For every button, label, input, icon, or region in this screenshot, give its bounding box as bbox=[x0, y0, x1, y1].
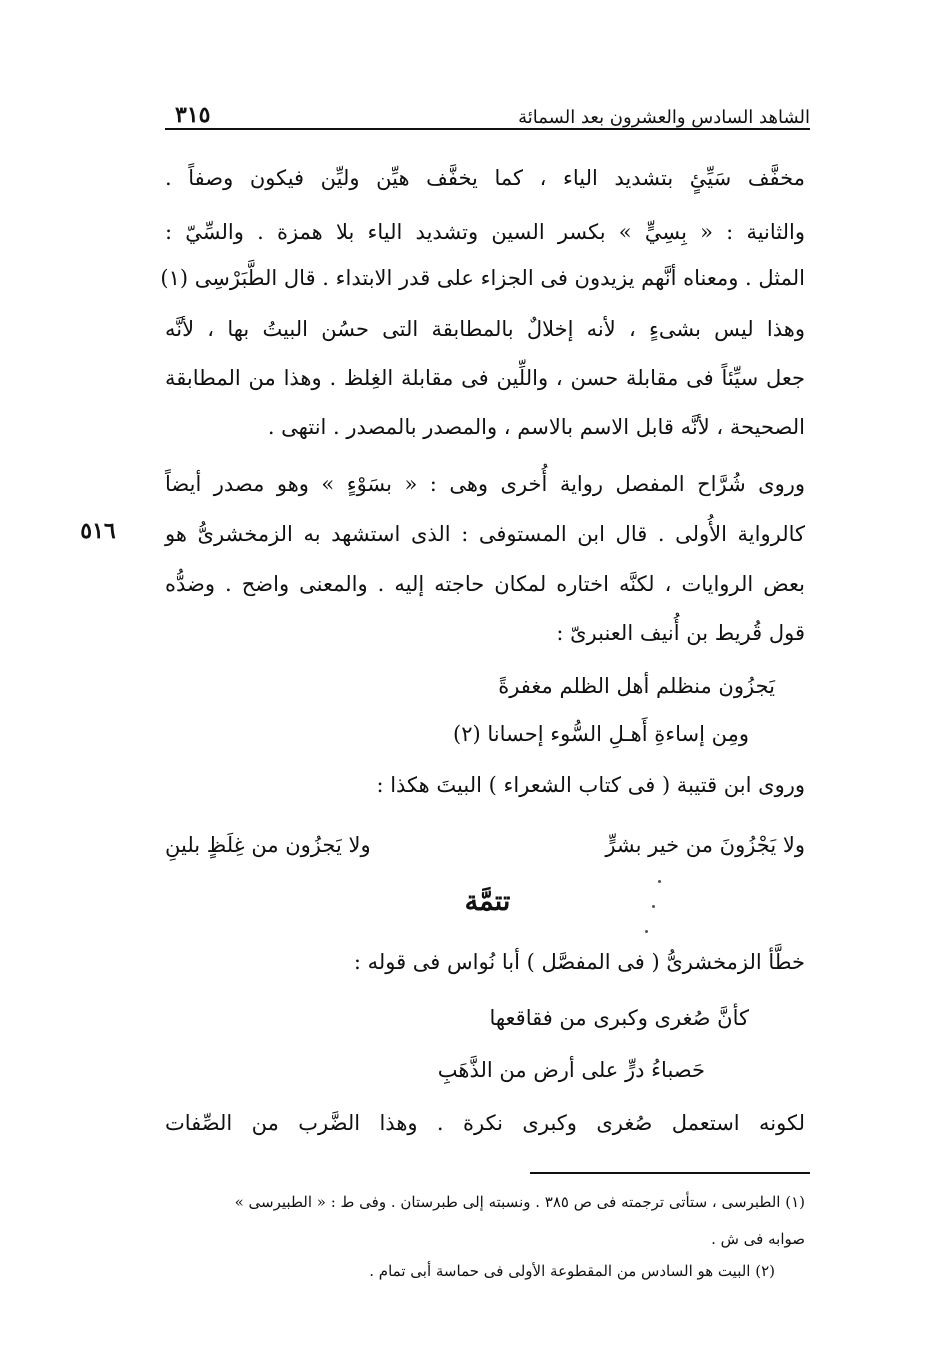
body-line: والثانية : « بِسِيٍّ » بكسر السين وتشديد الياء بلا همزة . والسِّيّ : bbox=[165, 220, 805, 244]
margin-number: ٥١٦ bbox=[80, 518, 116, 544]
body-line: المثل . ومعناه أنَّهم يزيدون فى الجزاء على قدر الابتداء . قال الطَّبَرْسِى (١) bbox=[160, 266, 805, 290]
footnote-2: (٢) البيت هو السادس من المقطوعة الأولى فى حماسة أبى تمام . bbox=[369, 1262, 775, 1280]
header-rule bbox=[165, 128, 810, 130]
running-title: الشاهد السادس والعشرون بعد السمائة bbox=[518, 107, 810, 128]
verse-2-second-hemistich: ولا يَجزُون من غِلَظٍ بلينِ bbox=[165, 833, 371, 857]
footnote-1-continued: صوابه فى ش . bbox=[711, 1230, 805, 1248]
footnote-rule bbox=[530, 1172, 810, 1174]
scan-speck bbox=[658, 880, 661, 883]
body-line: مخفَّف سَيِّئٍ بتشديد الياء ، كما يخفَّف هيِّن وليِّن فيكون وصفاً . bbox=[165, 166, 805, 190]
body-line: وروى شُرَّاح المفصل رواية أُخرى وهى : « بسَوْءٍ » وهو مصدر أيضاً bbox=[165, 472, 805, 496]
body-line: بعض الروايات ، لكنَّه اختاره لمكان حاجته إليه . والمعنى واضح . وضدُّه bbox=[165, 572, 805, 596]
running-header bbox=[165, 88, 810, 128]
ibn-qutayba-line: وروى ابن قتيبة ( فى كتاب الشعراء ) البيتَ هكذا : bbox=[376, 773, 805, 797]
body-line: كالرواية الأُولى . قال ابن المستوفى : الذى استشهد به الزمخشرىُّ هو bbox=[165, 522, 805, 546]
scan-speck bbox=[652, 905, 655, 908]
page-number: ٣١٥ bbox=[175, 102, 211, 128]
body-line: وهذا ليس بشىءٍ ، لأنه إخلالٌ بالمطابقة التى حسُن البيتُ بها ، لأنَّه bbox=[165, 317, 805, 341]
verse-3-first-hemistich: كأنَّ صُغرى وكبرى من فقاقعها bbox=[489, 1006, 749, 1030]
body-line: الصحيحة ، لأنَّه قابل الاسم بالاسم ، والمصدر بالمصدر . انتهى . bbox=[267, 415, 805, 439]
verse-3-second-hemistich: حَصباءُ درٍّ على أرض من الذَّهَبِ bbox=[437, 1058, 705, 1082]
verse-2-first-hemistich: ولا يَجْزُونَ من خير بشرٍّ bbox=[605, 833, 805, 857]
footnote-1: (١) الطبرسى ، ستأتى ترجمته فى ص ٣٨٥ . ونسبته إلى طبرستان . وفى ط : « الطبيرسى » bbox=[234, 1193, 805, 1211]
body-line: جعل سيِّئاً فى مقابلة حسن ، واللِّين فى مقابلة الغِلظ . وهذا من المطابقة bbox=[165, 366, 805, 390]
verse-1-first-hemistich: يَجزُون منظلم أهل الظلم مغفرةً bbox=[498, 674, 775, 698]
closing-line: لكونه استعمل صُغرى وكبرى نكرة . وهذا الضَّرب من الصِّفات bbox=[165, 1111, 805, 1135]
tatimma-line: خطَّأ الزمخشرىُّ ( فى المفصَّل ) أبا نُواس فى قوله : bbox=[353, 950, 805, 974]
body-line: قول قُريط بن أُنيف العنبرىّ : bbox=[556, 621, 805, 645]
verse-1-second-hemistich: ومِن إساءةِ أَهـلِ السُّوء إحسانا (٢) bbox=[453, 722, 749, 746]
scan-speck bbox=[645, 930, 648, 933]
section-heading: تتمَّة bbox=[464, 886, 511, 917]
